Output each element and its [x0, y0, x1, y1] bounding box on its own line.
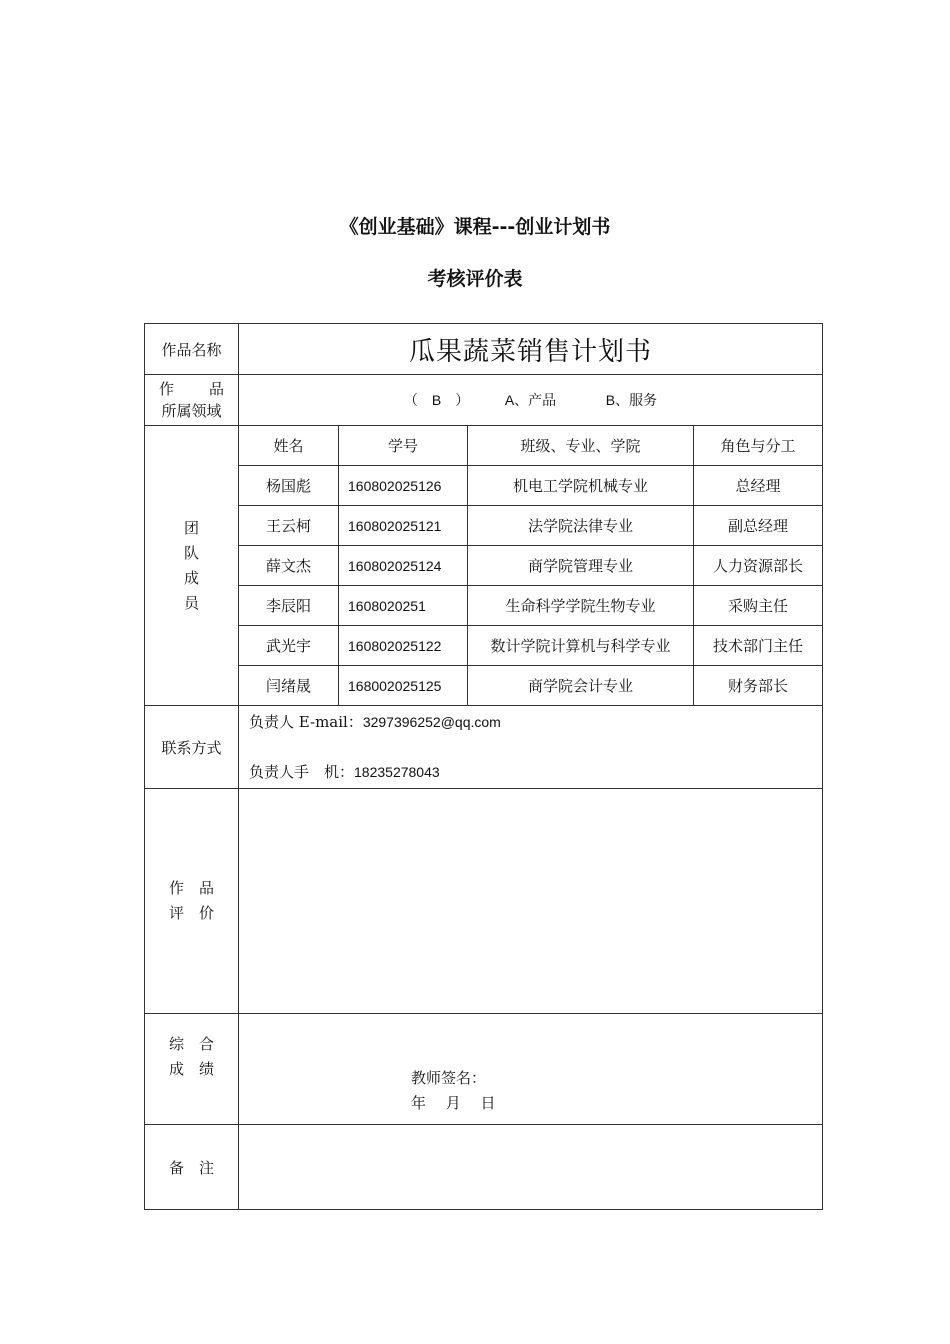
member-id: 160802025122 — [339, 626, 468, 666]
member-role: 财务部长 — [694, 666, 823, 706]
remarks-label: 备 注 — [145, 1125, 239, 1210]
work-name-value: 瓜果蔬菜销售计划书 — [239, 324, 823, 375]
member-class: 数计学院计算机与科学专业 — [468, 626, 694, 666]
member-class: 商学院管理专业 — [468, 546, 694, 586]
column-header-id: 学号 — [339, 426, 468, 466]
contact-label: 联系方式 — [145, 706, 239, 789]
member-class: 生命科学学院生物专业 — [468, 586, 694, 626]
member-role: 总经理 — [694, 466, 823, 506]
field-options — [239, 375, 823, 426]
member-role: 副总经理 — [694, 506, 823, 546]
field-option-service: B、服务 — [605, 392, 658, 408]
table-row — [145, 586, 823, 626]
member-name: 武光宇 — [239, 626, 339, 666]
document-title: 《创业基础》课程---创业计划书 — [339, 216, 611, 238]
member-class: 机电工学院机械专业 — [468, 466, 694, 506]
field-selected: （ B ） — [403, 392, 470, 408]
table-row — [145, 626, 823, 666]
work-name-label: 作品名称 — [145, 324, 239, 375]
evaluation-row — [145, 789, 823, 1014]
field-row — [145, 375, 823, 426]
remarks-row — [145, 1125, 823, 1210]
contact-email-label: 负责人 E-mail： — [249, 713, 363, 731]
team-header-row — [145, 426, 823, 466]
column-header-name: 姓名 — [239, 426, 339, 466]
member-class: 法学院法律专业 — [468, 506, 694, 546]
teacher-signature-label: 教师签名： — [411, 1069, 487, 1087]
member-name: 杨国彪 — [239, 466, 339, 506]
contact-phone: 18235278043 — [354, 764, 440, 780]
member-class: 商学院会计专业 — [468, 666, 694, 706]
member-name: 闫绪晟 — [239, 666, 339, 706]
contact-info — [239, 706, 823, 789]
evaluation-form-table — [144, 323, 823, 1210]
score-content[interactable] — [239, 1014, 823, 1125]
contact-phone-label: 负责人手 机： — [249, 763, 355, 781]
contact-row — [145, 706, 823, 789]
member-name: 李辰阳 — [239, 586, 339, 626]
column-header-role: 角色与分工 — [694, 426, 823, 466]
table-row — [145, 506, 823, 546]
column-header-class: 班级、专业、学院 — [468, 426, 694, 466]
table-row — [145, 666, 823, 706]
score-label: 综 合 成 绩 — [145, 1014, 239, 1125]
member-id: 168002025125 — [339, 666, 468, 706]
evaluation-label: 作 品 评 价 — [145, 789, 239, 1014]
table-row — [145, 546, 823, 586]
member-name: 王云柯 — [239, 506, 339, 546]
work-name-row — [145, 324, 823, 375]
field-option-product: A、产品 — [504, 392, 557, 408]
member-name: 薛文杰 — [239, 546, 339, 586]
field-label: 作 品 所属领域 — [145, 375, 239, 426]
date-line: 年 月 日 — [411, 1094, 496, 1112]
remarks-content[interactable] — [239, 1125, 823, 1210]
member-id: 160802025121 — [339, 506, 468, 546]
table-row — [145, 466, 823, 506]
member-role: 采购主任 — [694, 586, 823, 626]
member-id: 160802025126 — [339, 466, 468, 506]
contact-email: 3297396252@qq.com — [362, 714, 501, 730]
document-subtitle: 考核评价表 — [427, 268, 523, 290]
member-id: 160802025124 — [339, 546, 468, 586]
member-role: 人力资源部长 — [694, 546, 823, 586]
score-row — [145, 1014, 823, 1125]
team-label: 团 队 成 员 — [145, 426, 239, 706]
member-id: 1608020251 — [339, 586, 468, 626]
member-role: 技术部门主任 — [694, 626, 823, 666]
evaluation-content[interactable] — [239, 789, 823, 1014]
